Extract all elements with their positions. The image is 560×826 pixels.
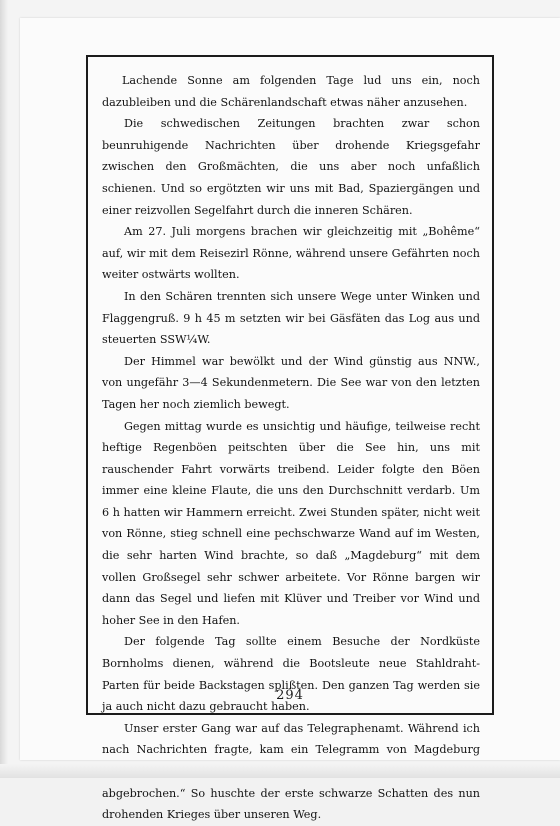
paragraph-5: Der Himmel war bewölkt und der Wind günstig aus NNW., von ungefähr 3—4 Sekundenmetern. Die See war von den letzten Tagen her noch ziemlich bewegt. xyxy=(102,354,480,411)
scan-shadow-bottom xyxy=(0,764,560,778)
paragraph-7: Der folgende Tag sollte einem Besuche der Nordküste Bornholms dienen, während die Bootsleute neue Stahldraht-Parten für beide Backstagen splißten. Den ganzen Tag werden sie ja auch nicht dazu gebraucht haben. xyxy=(102,635,480,714)
page-number: 294 xyxy=(276,688,304,703)
paragraph-6: Gegen mittag wurde es unsichtig und häufige, teilweise recht heftige Regenböen peitschten über die See hin, uns mit rauschender Fahrt vorwärts treibend. Leider folgte den Böen immer eine kleine Flaute, die uns den Durchschnitt verdarb. Um 6 h hatten wir Hammern erreicht. Zwei Stunden später, nicht weit von Rönne, stieg schnell eine pechschwarze Wand auf im Westen, die sehr harten Wind brachte, so daß „Magdeburg“ mit dem vollen Großsegel sehr schwer arbeitete. Vor Rönne bargen wir dann das Segel und liefen mit Klüver und Treiber vor Wind und hoher See in den Hafen. xyxy=(102,419,480,627)
book-page xyxy=(20,18,560,822)
paragraph-2: Die schwedischen Zeitungen brachten zwar schon beunruhigende Nachrichten über drohende Kriegsgefahr zwischen den Großmächten, die uns aber noch unfaßlich schienen. Und so ergötzten wir uns mit Bad, Spaziergängen und einer reizvollen Segelfahrt durch die inneren Schären. xyxy=(102,117,480,217)
paragraph-4: In den Schären trennten sich unsere Wege unter Winken und Flaggengruß. 9 h 45 m setzten wir bei Gäsfäten das Log aus und steuerten SSW¼W. xyxy=(102,289,480,347)
scan-shadow-left xyxy=(0,0,8,778)
paragraph-3: Am 27. Juli morgens brachen wir gleichzeitig mit „Bohême“ auf, wir mit dem Reisezirl Rönne, während unsere Gefährten noch weiter ostwärts wollten. xyxy=(102,225,480,282)
body-text xyxy=(102,70,480,826)
paragraph-1: Lachende Sonne am folgenden Tage lud uns ein, noch dazubleiben und die Schärenlandschaft etwas näher anzusehen. xyxy=(102,74,480,109)
paragraph-8: Unser erster Gang war auf das Telegraphenamt. Während ich nach Nachrichten fragte, kam ein Telegramm von Magdeburg abgebrochen.“ So huschte der erste schwarze Schatten des nun drohenden Krieges über unseren Weg. xyxy=(102,721,480,822)
